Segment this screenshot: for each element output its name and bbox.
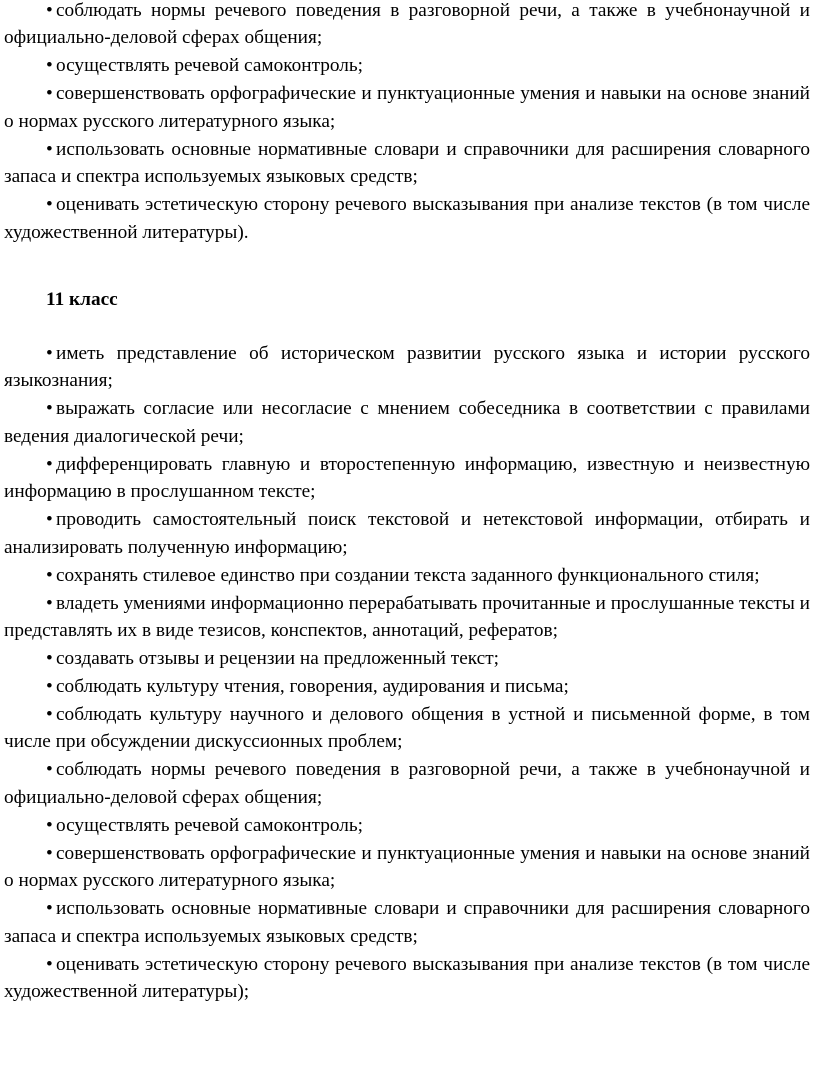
list-item: [4, 895, 810, 950]
list-item: [4, 395, 810, 450]
bullet-icon: •: [46, 953, 53, 975]
list-item: [4, 701, 810, 756]
list-item-text: выражать согласие или несогласие с мнением собеседника в соответствии с правилами ведения диалогической речи;: [4, 398, 810, 447]
list-item: [4, 340, 810, 395]
list-item: [4, 136, 810, 191]
list-item-text: соблюдать нормы речевого поведения в разговорной речи, а также в учебнонаучной и официально-деловой сферах общения;: [4, 759, 810, 808]
list-item: [4, 0, 810, 52]
list-item-text: совершенствовать орфографические и пунктуационные умения и навыки на основе знаний о нормах русского литературного языка;: [4, 83, 810, 132]
list-item-text: оценивать эстетическую сторону речевого высказывания при анализе текстов (в том числе художественной литературы);: [4, 953, 810, 1003]
list-item: [4, 562, 810, 589]
bullet-icon: •: [46, 509, 53, 531]
list-item-text: сохранять стилевое единство при создании текста заданного функционального стиля;: [56, 564, 760, 586]
bullet-icon: •: [46, 55, 53, 77]
bullet-icon: •: [46, 842, 53, 864]
list-item: [4, 506, 810, 561]
list-item: [4, 451, 810, 506]
list-item: [4, 590, 810, 645]
bullet-icon: •: [46, 704, 53, 726]
bullet-icon: •: [46, 592, 53, 614]
bullet-icon: •: [46, 453, 53, 475]
list-item-text: проводить самостоятельный поиск текстовой и нетекстовой информации, отбирать и анализировать полученную информацию;: [4, 509, 810, 558]
list-item-text: иметь представление об историческом развитии русского языка и истории русского языкознания;: [4, 343, 810, 392]
list-item: [4, 812, 810, 839]
list-item-text: оценивать эстетическую сторону речевого высказывания при анализе текстов (в том числе художественной литературы).: [4, 194, 810, 243]
bullet-icon: •: [46, 138, 53, 160]
bullet-icon: •: [46, 648, 53, 670]
bullet-icon: •: [46, 759, 53, 781]
bullet-icon: •: [46, 898, 53, 920]
list-item-text: осуществлять речевой самоконтроль;: [56, 814, 364, 836]
list-item: [4, 673, 810, 700]
list-item-text: совершенствовать орфографические и пунктуационные умения и навыки на основе знаний о нормах русского литературного языка;: [4, 842, 810, 892]
section-heading: 11 класс: [46, 289, 118, 310]
list-item-text: владеть умениями информационно перерабатывать прочитанные и прослушанные тексты и представлять их в виде тезисов, конспектов, аннотаций, рефератов;: [4, 592, 810, 642]
list-item: [4, 52, 810, 79]
list-item: [4, 645, 810, 672]
bullet-icon: •: [46, 83, 53, 105]
bullet-list-grade11: [4, 340, 810, 1006]
bullet-list-top: [4, 0, 810, 247]
list-item: [4, 840, 810, 895]
list-item-text: дифференцировать главную и второстепенную информацию, известную и неизвестную информацию в прослушанном тексте;: [4, 453, 810, 503]
list-item: [4, 951, 810, 1006]
bullet-icon: •: [46, 343, 53, 364]
list-item-text: создавать отзывы и рецензии на предложенный текст;: [56, 648, 500, 670]
bullet-icon: •: [46, 814, 53, 836]
bullet-icon: •: [46, 564, 53, 586]
list-item: [4, 80, 810, 135]
list-item-text: соблюдать нормы речевого поведения в разговорной речи, а также в учебнонаучной и официально-деловой сферах общения;: [4, 0, 810, 49]
list-item-text: соблюдать культуру чтения, говорения, аудирования и письма;: [56, 676, 569, 698]
list-item-text: использовать основные нормативные словари и справочники для расширения словарного запаса и спектра используемых языковых средств;: [4, 898, 810, 947]
list-item-text: осуществлять речевой самоконтроль;: [56, 55, 364, 77]
bullet-icon: •: [46, 194, 53, 216]
bullet-icon: •: [46, 0, 53, 21]
bullet-icon: •: [46, 398, 53, 420]
list-item-text: соблюдать культуру научного и делового общения в устной и письменной форме, в том числе при обсуждении дискуссионных проблем;: [4, 704, 810, 753]
bullet-icon: •: [46, 676, 53, 698]
list-item: [4, 191, 810, 246]
list-item-text: использовать основные нормативные словари и справочники для расширения словарного запаса и спектра используемых языковых средств;: [4, 138, 810, 188]
list-item: [4, 756, 810, 811]
